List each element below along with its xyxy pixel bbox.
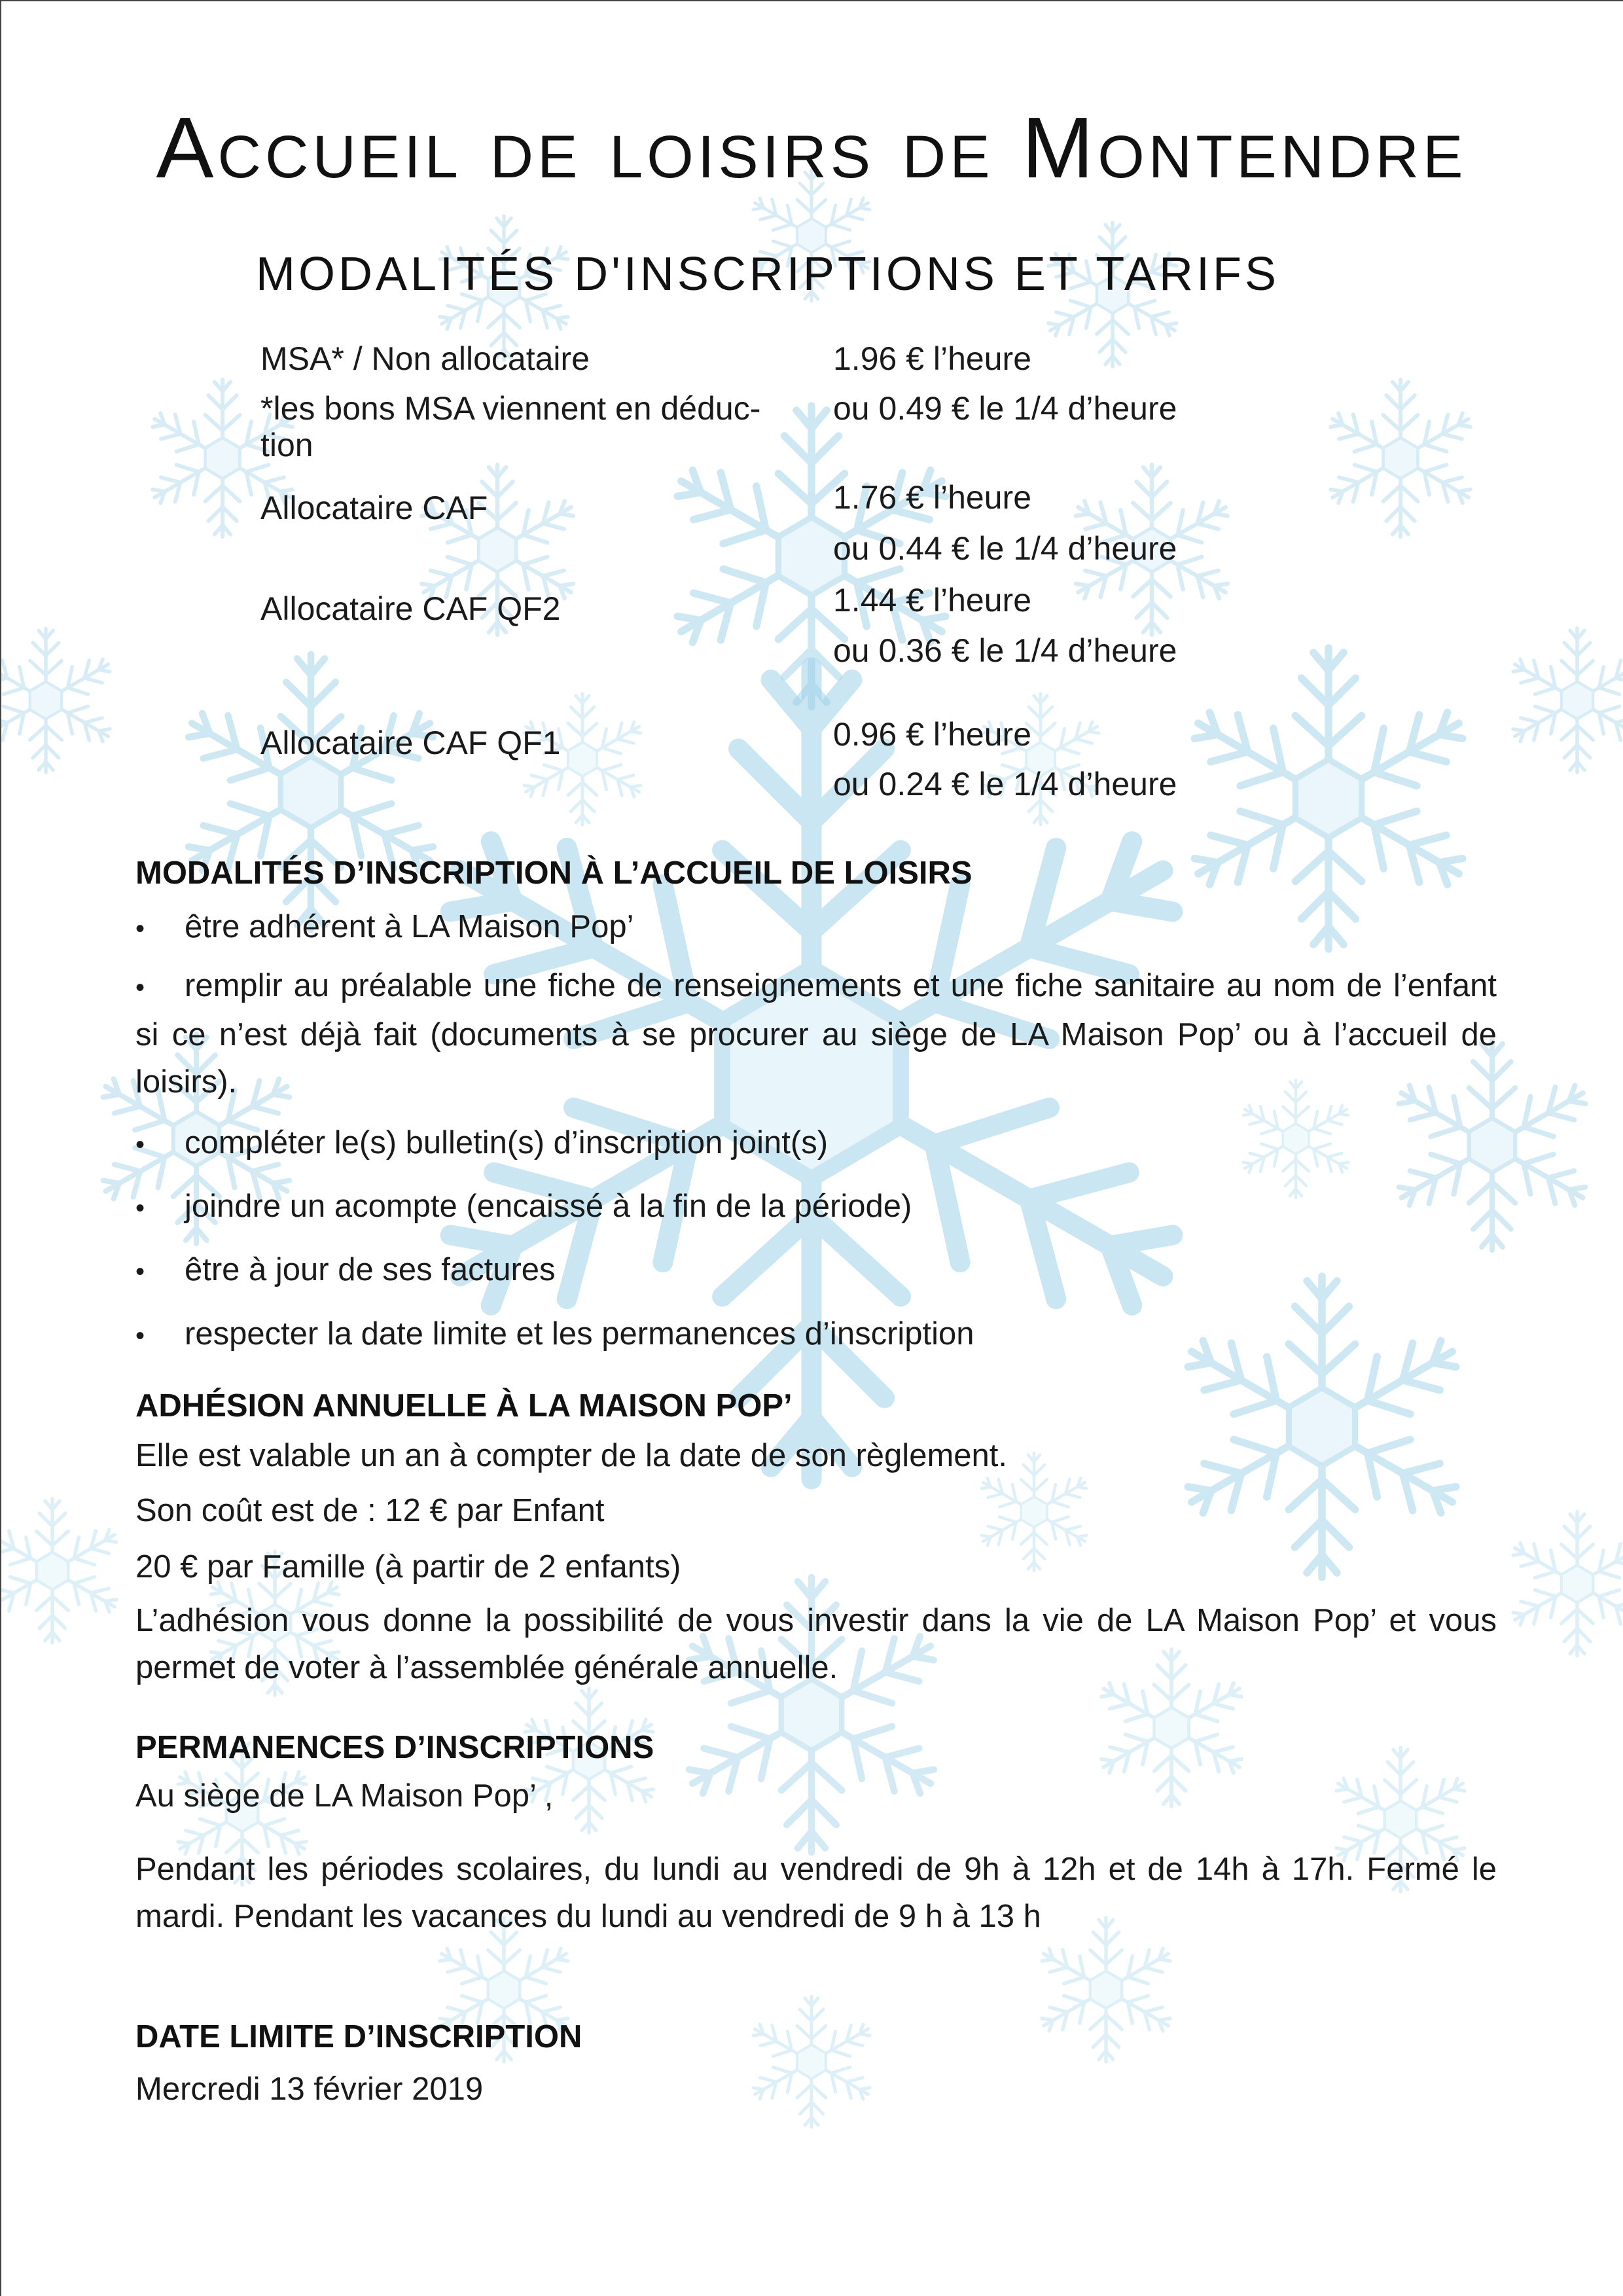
inscription-bullet (135, 1124, 828, 1161)
inscription-bullet-text: compléter le(s) bulletin(s) d’inscription joint(s) (185, 1125, 829, 1160)
bullet-icon: • (135, 914, 145, 943)
bullet-icon: • (135, 1321, 145, 1350)
permanences-line: Au siège de LA Maison Pop’ , (135, 1778, 554, 1814)
tarif-label-caf-qf1: Allocataire CAF QF1 (260, 725, 561, 761)
inscription-bullet-text: être adhérent à LA Maison Pop’ (185, 909, 634, 944)
tarif-price-quarter-caf-qf2: ou 0.36 € le 1/4 d’heure (833, 632, 1177, 669)
tarif-price-hour-caf: 1.76 € l’heure (833, 479, 1032, 516)
adhesion-line: Elle est valable un an à compter de la date de son règlement. (135, 1438, 1007, 1473)
tarif-label-msa: MSA* / Non allocataire (260, 340, 590, 377)
page-subtitle: MODALITÉS D'INSCRIPTIONS ET TARIFS (256, 248, 1279, 300)
bullet-icon: • (135, 1130, 145, 1159)
adhesion-heading: ADHÉSION ANNUELLE À LA MAISON POP’ (135, 1388, 793, 1424)
tarif-price-quarter-caf: ou 0.44 € le 1/4 d’heure (833, 530, 1177, 567)
permanences-paragraph: Pendant les périodes scolaires, du lundi au vendredi de 9h à 12h et de 14h à 17h. Fermé le mardi. Pendant les vacances du lundi au vendredi de 9 h à 13 h (135, 1852, 1497, 1934)
inscription-bullet (135, 1316, 974, 1352)
inscription-bullet-text: remplir au préalable une fiche de renseignements et une fiche sanitaire au nom de l’enfant si ce n’est déjà fait (documents à se procurer au siège de LA Maison Pop’ ou à l’accueil de loisirs). (135, 968, 1497, 1100)
inscription-heading: MODALITÉS D’INSCRIPTION À L’ACCUEIL DE LOISIRS (135, 855, 972, 891)
inscription-bullet-text: respecter la date limite et les permanences d’inscription (185, 1316, 974, 1352)
tarif-price-quarter-msa: ou 0.49 € le 1/4 d’heure (833, 390, 1177, 427)
adhesion-line: Son coût est de : 12 € par Enfant (135, 1493, 605, 1528)
date-limite-value: Mercredi 13 février 2019 (135, 2072, 484, 2107)
inscription-bullet-text: joindre un acompte (encaissé à la fin de la période) (185, 1189, 912, 1224)
inscription-bullet (135, 962, 1497, 1105)
tarif-price-hour-caf-qf1: 0.96 € l’heure (833, 716, 1032, 753)
inscription-bullet-text: être à jour de ses factures (185, 1252, 556, 1287)
tarif-price-hour-msa: 1.96 € l’heure (833, 340, 1032, 377)
msa-note-line-2: tion (260, 427, 313, 463)
bullet-icon: • (135, 973, 145, 1002)
tarif-label-caf-qf2: Allocataire CAF QF2 (260, 590, 561, 627)
tarif-price-hour-caf-qf2: 1.44 € l’heure (833, 582, 1032, 619)
tarif-label-caf: Allocataire CAF (260, 490, 488, 526)
page-title: Accueil de loisirs de Montendre (156, 99, 1467, 196)
date-limite-heading: DATE LIMITE D’INSCRIPTION (135, 2019, 582, 2054)
bullet-icon: • (135, 1257, 145, 1286)
inscription-bullet (135, 1251, 556, 1288)
bullet-icon: • (135, 1194, 145, 1223)
adhesion-paragraph: L’adhésion vous donne la possibilité de vous investir dans la vie de LA Maison Pop’ et vous permet de voter à l’assemblée générale annuelle. (135, 1603, 1497, 1685)
permanences-heading: PERMANENCES D’INSCRIPTIONS (135, 1730, 654, 1765)
msa-note-line-1: *les bons MSA viennent en déduc- (260, 390, 761, 427)
tarif-price-quarter-caf-qf1: ou 0.24 € le 1/4 d’heure (833, 766, 1177, 802)
adhesion-line: 20 € par Famille (à partir de 2 enfants) (135, 1549, 681, 1585)
inscription-bullet (135, 1188, 912, 1225)
inscription-bullet (135, 908, 633, 945)
